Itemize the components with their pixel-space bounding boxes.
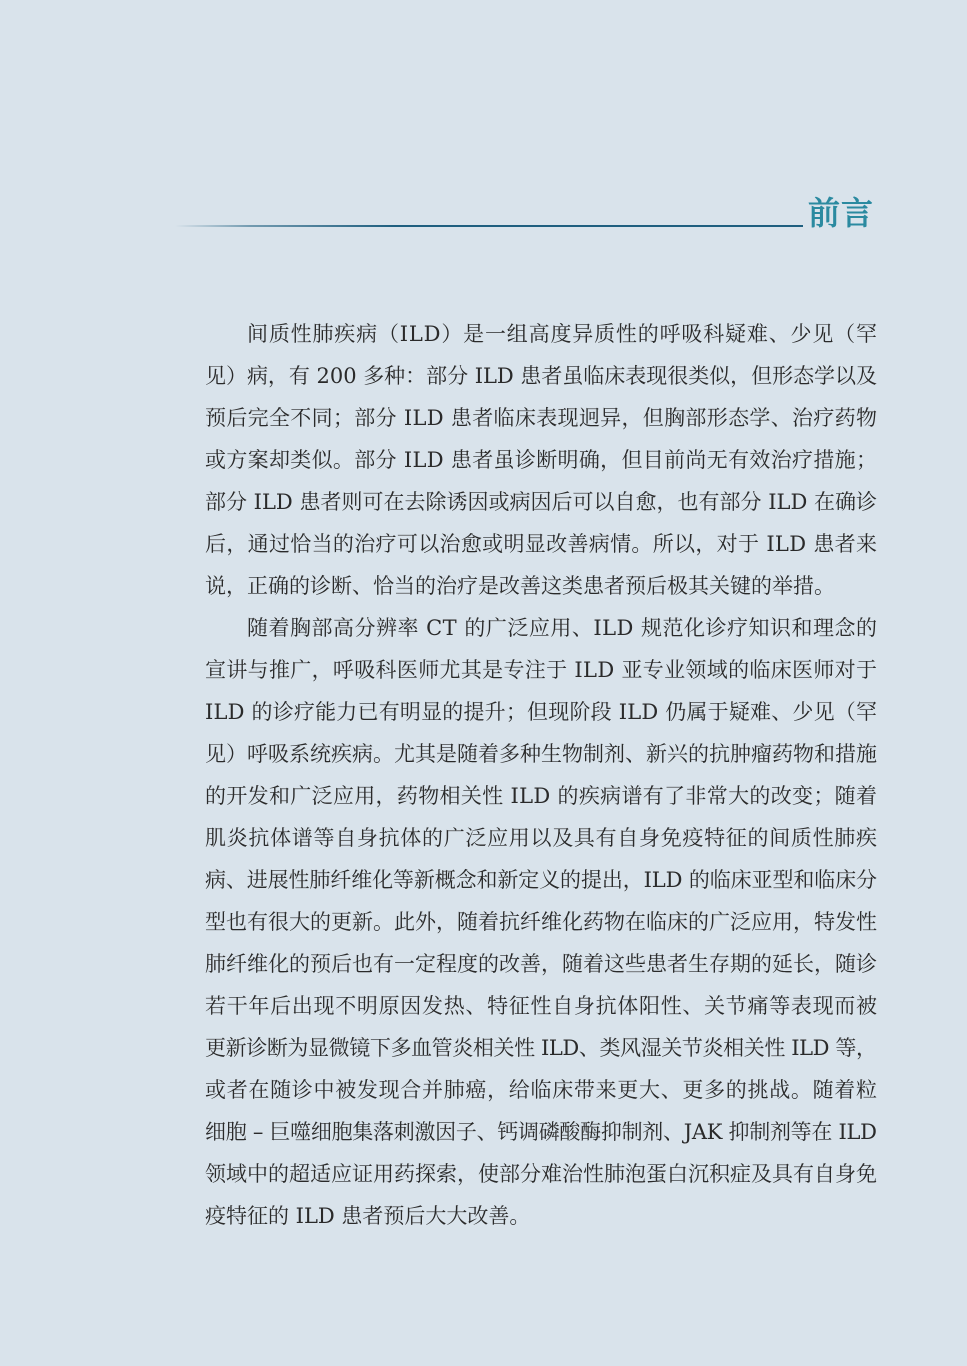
text-line: 若干年后出现不明原因发热、特征性自身抗体阳性、关节痛等表现而被 <box>205 994 878 1018</box>
text-line: 疫特征的 ILD 患者预后大大改善。 <box>205 1204 531 1228</box>
text-line: 间质性肺疾病（ILD）是一组高度异质性的呼吸科疑难、少见（罕 <box>247 322 878 346</box>
text-line: 说，正确的诊断、恰当的治疗是改善这类患者预后极其关键的举措。 <box>205 574 835 598</box>
text-line: 的开发和广泛应用，药物相关性 ILD 的疾病谱有了非常大的改变；随着 <box>205 784 878 808</box>
text-line: 部分 ILD 患者则可在去除诱因或病因后可以自愈，也有部分 ILD 在确诊 <box>205 490 877 514</box>
text-line: 见）呼吸系统疾病。尤其是随着多种生物制剂、新兴的抗肿瘤药物和措施 <box>205 742 877 766</box>
text-line: 预后完全不同；部分 ILD 患者临床表现迥异，但胸部形态学、治疗药物 <box>205 406 878 430</box>
text-line: 领域中的超适应证用药探索，使部分难治性肺泡蛋白沉积症及具有自身免 <box>205 1162 877 1186</box>
paragraph <box>205 607 877 1237</box>
text-line: 型也有很大的更新。此外，随着抗纤维化药物在临床的广泛应用，特发性 <box>205 910 877 934</box>
text-line: 细胞 – 巨噬细胞集落刺激因子、钙调磷酸酶抑制剂、JAK 抑制剂等在 ILD <box>205 1120 877 1144</box>
text-line: ILD 的诊疗能力已有明显的提升；但现阶段 ILD 仍属于疑难、少见（罕 <box>205 700 878 724</box>
page-title: 前言 <box>808 194 875 232</box>
text-line: 见）病，有 200 多种：部分 ILD 患者虽临床表现很类似，但形态学以及 <box>205 364 877 388</box>
paragraph <box>205 313 877 607</box>
text-line: 肺纤维化的预后也有一定程度的改善，随着这些患者生存期的延长，随诊 <box>205 952 877 976</box>
body-text <box>205 313 877 1237</box>
text-line: 更新诊断为显微镜下多血管炎相关性 ILD、类风湿关节炎相关性 ILD 等， <box>205 1036 877 1060</box>
text-line: 宣讲与推广，呼吸科医师尤其是专注于 ILD 亚专业领域的临床医师对于 <box>205 658 878 682</box>
heading-rule <box>175 225 803 227</box>
text-line: 或者在随诊中被发现合并肺癌，给临床带来更大、更多的挑战。随着粒 <box>205 1078 878 1102</box>
text-line: 随着胸部高分辨率 CT 的广泛应用、ILD 规范化诊疗知识和理念的 <box>247 616 878 640</box>
text-line: 后，通过恰当的治疗可以治愈或明显改善病情。所以，对于 ILD 患者来 <box>205 532 878 556</box>
text-line: 病、进展性肺纤维化等新概念和新定义的提出，ILD 的临床亚型和临床分 <box>205 868 877 892</box>
text-line: 或方案却类似。部分 ILD 患者虽诊断明确，但目前尚无有效治疗措施； <box>205 448 878 472</box>
text-line: 肌炎抗体谱等自身抗体的广泛应用以及具有自身免疫特征的间质性肺疾 <box>205 826 878 850</box>
